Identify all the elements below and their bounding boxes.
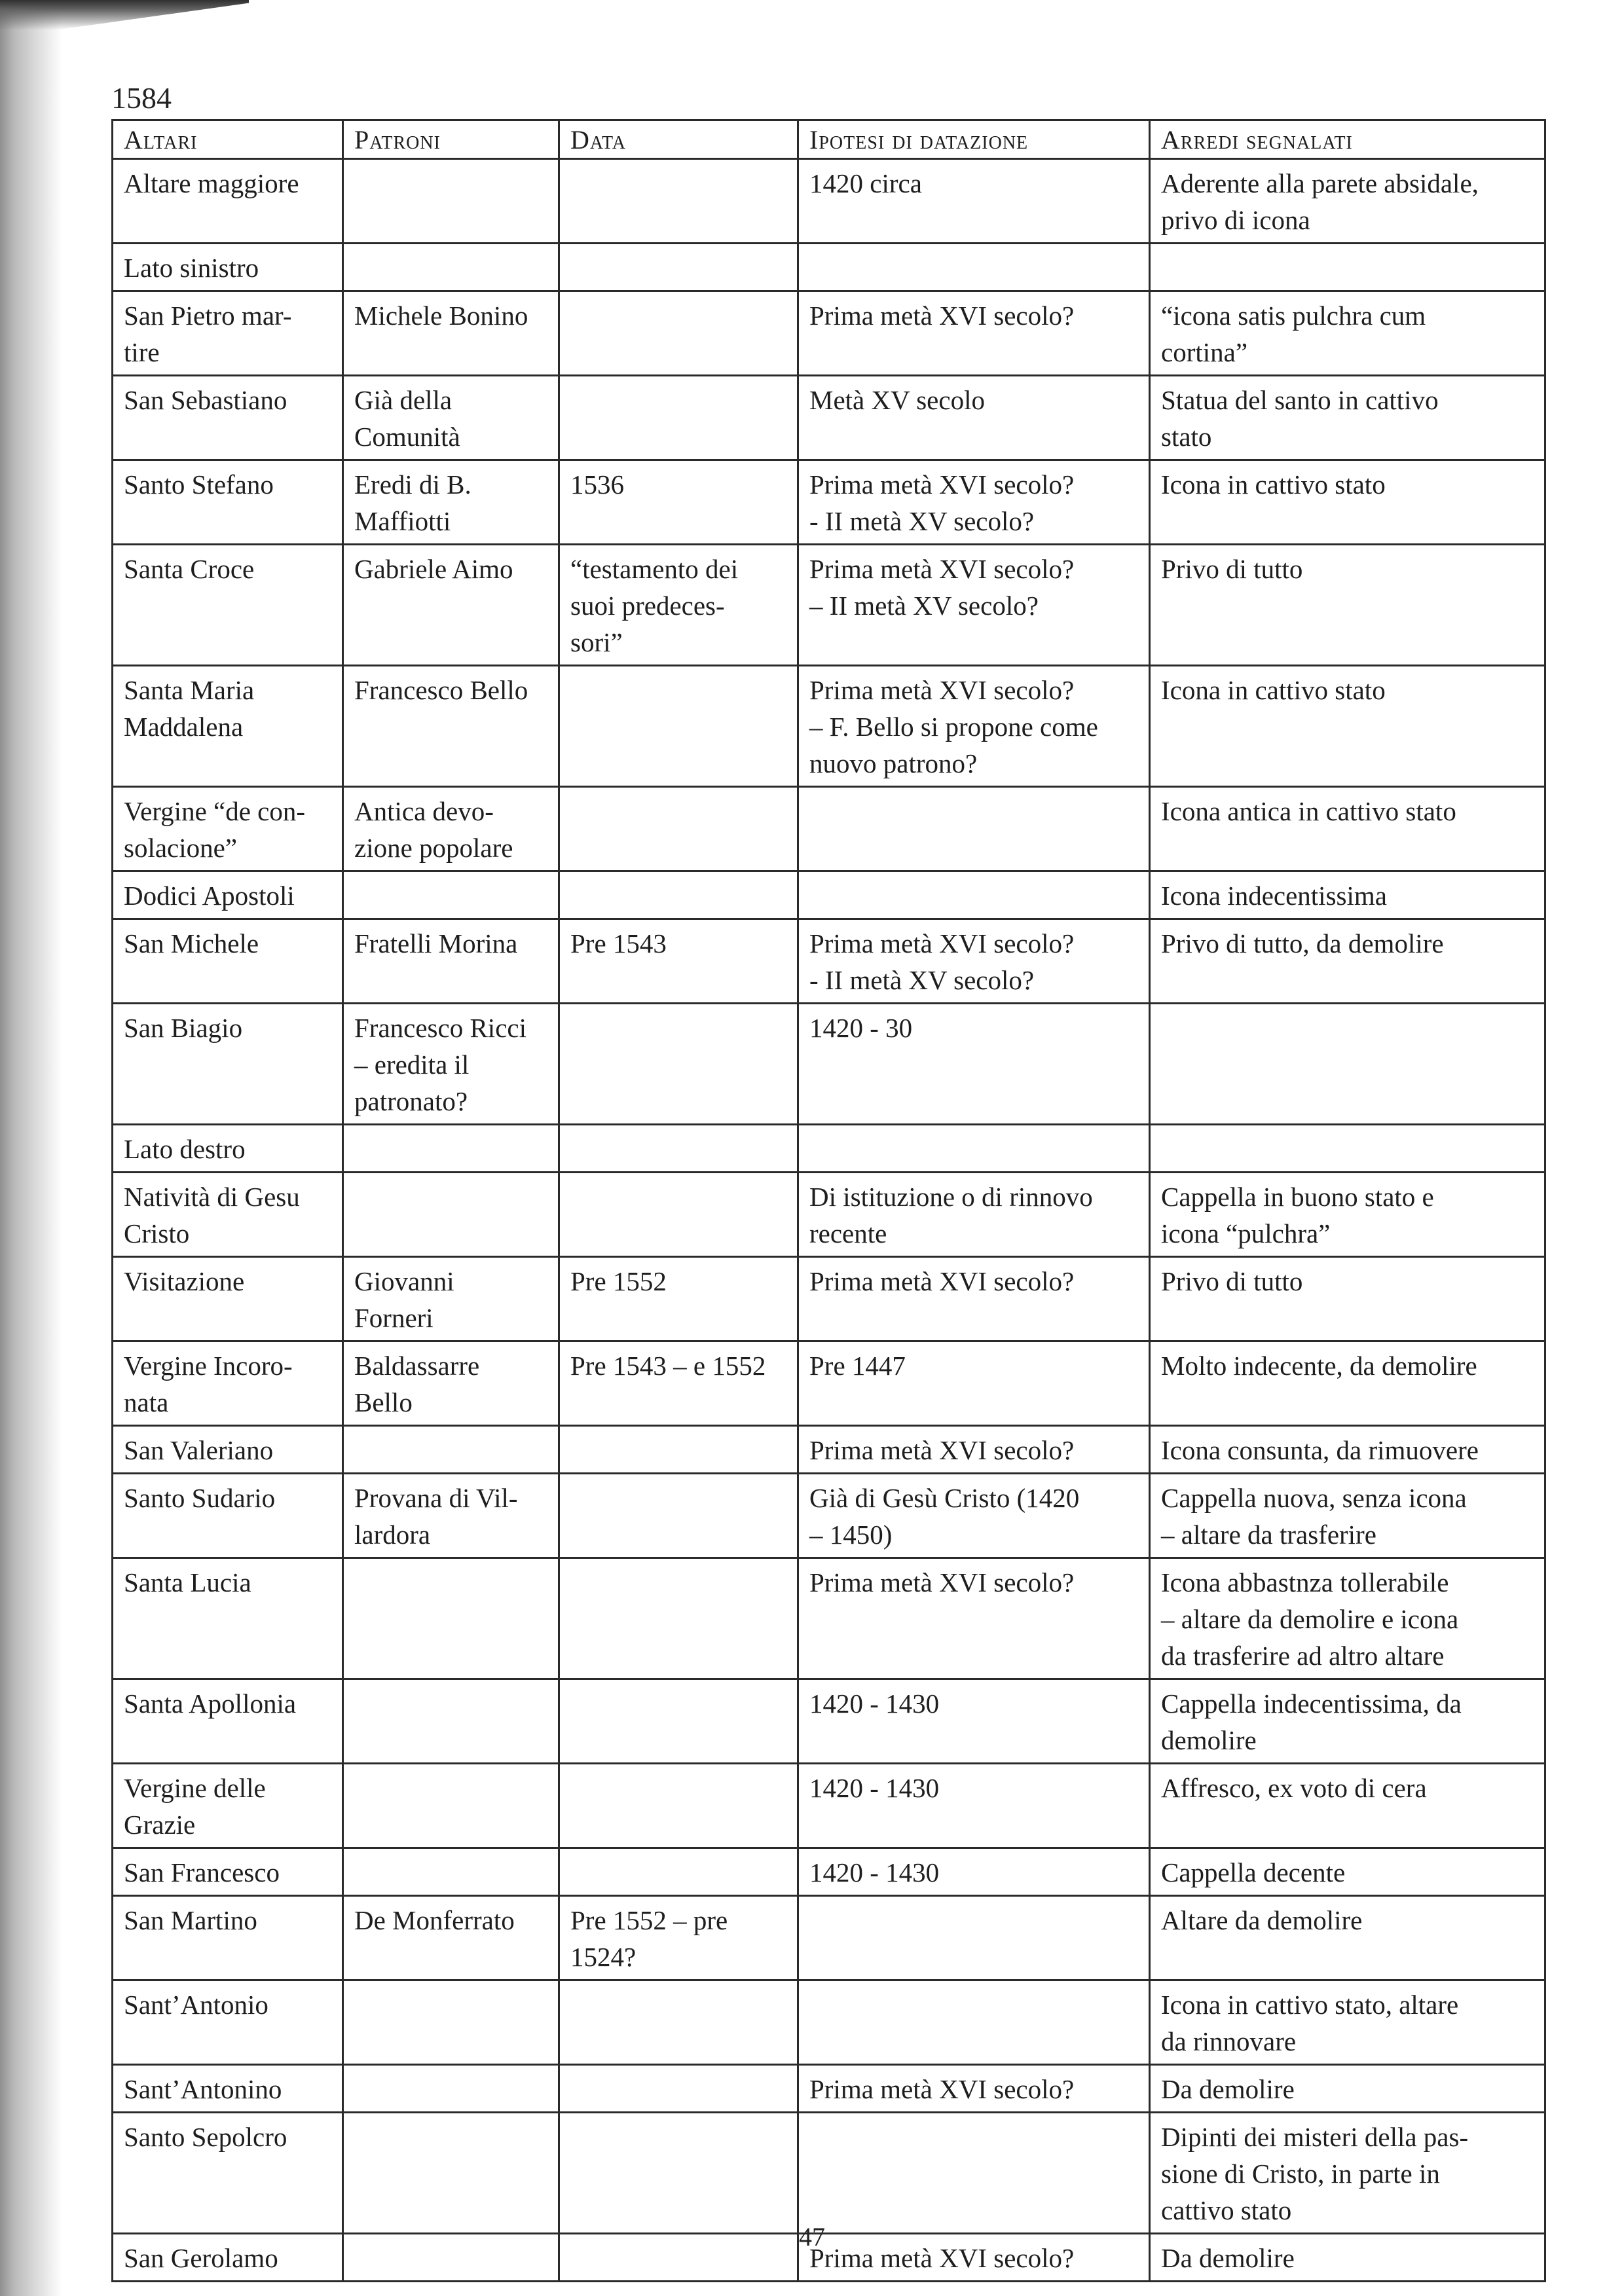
table-row xyxy=(113,159,1545,244)
patroni-cell xyxy=(343,871,559,919)
arredi-cell: Dipinti dei misteri della pas- sione di Cristo, in parte in cattivo stato xyxy=(1150,2113,1545,2234)
patroni-cell xyxy=(343,2065,559,2113)
arredi-cell xyxy=(1150,244,1545,291)
table-row xyxy=(113,1764,1545,1848)
table-row xyxy=(113,871,1545,919)
ipotesi-cell: Prima metà XVI secolo? xyxy=(798,2065,1150,2113)
ipotesi-cell: 1420 - 30 xyxy=(798,1004,1150,1125)
page-number: 47 xyxy=(799,2222,825,2251)
arredi-cell: Icona indecentissima xyxy=(1150,871,1545,919)
arredi-cell: Icona antica in cattivo stato xyxy=(1150,787,1545,871)
ipotesi-cell: Già di Gesù Cristo (1420 – 1450) xyxy=(798,1474,1150,1558)
ipotesi-cell: Prima metà XVI secolo? xyxy=(798,2234,1150,2282)
arredi-cell xyxy=(1150,1125,1545,1173)
table-row xyxy=(113,787,1545,871)
header-arredi-segnalati: Arredi segnalati xyxy=(1150,120,1545,159)
table-row xyxy=(113,1474,1545,1558)
table-row xyxy=(113,376,1545,460)
altare-cell: Santa Croce xyxy=(113,545,343,666)
page-corner-shadow xyxy=(0,0,249,30)
arredi-cell: Da demolire xyxy=(1150,2065,1545,2113)
patroni-cell: Eredi di B. Maffiotti xyxy=(343,460,559,545)
altare-cell: Natività di Gesu Cristo xyxy=(113,1173,343,1257)
arredi-cell: Privo di tutto, da demolire xyxy=(1150,919,1545,1004)
patroni-cell: Fratelli Morina xyxy=(343,919,559,1004)
arredi-cell: Aderente alla parete absidale, privo di icona xyxy=(1150,159,1545,244)
table-header-row xyxy=(113,120,1545,159)
patroni-cell xyxy=(343,1764,559,1848)
altare-cell: Sant’Antonino xyxy=(113,2065,343,2113)
arredi-cell: Icona consunta, da rimuovere xyxy=(1150,1426,1545,1474)
arredi-cell xyxy=(1150,1004,1545,1125)
ipotesi-cell xyxy=(798,244,1150,291)
data-cell xyxy=(559,787,798,871)
data-cell: Pre 1543 xyxy=(559,919,798,1004)
altare-cell: San Valeriano xyxy=(113,1426,343,1474)
altare-cell: Santo Sudario xyxy=(113,1474,343,1558)
data-cell xyxy=(559,666,798,787)
table-row xyxy=(113,1848,1545,1896)
altare-cell: San Biagio xyxy=(113,1004,343,1125)
ipotesi-cell: Prima metà XVI secolo? xyxy=(798,1558,1150,1679)
altare-cell: San Martino xyxy=(113,1896,343,1980)
ipotesi-cell: Prima metà XVI secolo? xyxy=(798,1426,1150,1474)
patroni-cell: Francesco Ricci – eredita il patronato? xyxy=(343,1004,559,1125)
arredi-cell: Privo di tutto xyxy=(1150,1257,1545,1341)
altare-cell: Santa Lucia xyxy=(113,1558,343,1679)
data-cell xyxy=(559,1004,798,1125)
altare-cell: Visitazione xyxy=(113,1257,343,1341)
altare-cell: Santo Stefano xyxy=(113,460,343,545)
table-row xyxy=(113,1679,1545,1764)
table-row xyxy=(113,1341,1545,1426)
patroni-cell: Gabriele Aimo xyxy=(343,545,559,666)
altare-cell: Lato destro xyxy=(113,1125,343,1173)
table-row xyxy=(113,1558,1545,1679)
patroni-cell xyxy=(343,1426,559,1474)
arredi-cell: Altare da demolire xyxy=(1150,1896,1545,1980)
patroni-cell: Francesco Bello xyxy=(343,666,559,787)
data-cell: Pre 1552 – pre 1524? xyxy=(559,1896,798,1980)
arredi-cell: “icona satis pulchra cum cortina” xyxy=(1150,291,1545,376)
header-patroni: Patroni xyxy=(343,120,559,159)
data-cell xyxy=(559,1679,798,1764)
patroni-cell: Antica devo- zione popolare xyxy=(343,787,559,871)
data-cell xyxy=(559,376,798,460)
patroni-cell: Già della Comunità xyxy=(343,376,559,460)
data-cell xyxy=(559,1764,798,1848)
arredi-cell: Cappella decente xyxy=(1150,1848,1545,1896)
altare-cell: Vergine delle Grazie xyxy=(113,1764,343,1848)
data-cell xyxy=(559,159,798,244)
arredi-cell: Da demolire xyxy=(1150,2234,1545,2282)
ipotesi-cell: 1420 circa xyxy=(798,159,1150,244)
altare-cell: Vergine “de con- solacione” xyxy=(113,787,343,871)
patroni-cell xyxy=(343,1173,559,1257)
table-row xyxy=(113,460,1545,545)
data-cell: 1536 xyxy=(559,460,798,545)
patroni-cell: Giovanni Forneri xyxy=(343,1257,559,1341)
ipotesi-cell: 1420 - 1430 xyxy=(798,1848,1150,1896)
data-cell: Pre 1543 – e 1552 xyxy=(559,1341,798,1426)
arredi-cell: Icona in cattivo stato xyxy=(1150,460,1545,545)
altare-cell: San Michele xyxy=(113,919,343,1004)
patroni-cell xyxy=(343,244,559,291)
ipotesi-cell: Prima metà XVI secolo? - II metà XV secolo? xyxy=(798,460,1150,545)
header-altari: Altari xyxy=(113,120,343,159)
ipotesi-cell xyxy=(798,787,1150,871)
altare-cell: San Gerolamo xyxy=(113,2234,343,2282)
ipotesi-cell: 1420 - 1430 xyxy=(798,1679,1150,1764)
arredi-cell: Icona in cattivo stato, altare da rinnovare xyxy=(1150,1980,1545,2065)
table-body xyxy=(113,159,1545,2282)
data-cell xyxy=(559,1125,798,1173)
table-row xyxy=(113,1125,1545,1173)
table-row xyxy=(113,244,1545,291)
arredi-cell: Icona in cattivo stato xyxy=(1150,666,1545,787)
table-row xyxy=(113,1173,1545,1257)
arredi-cell: Molto indecente, da demolire xyxy=(1150,1341,1545,1426)
table-row xyxy=(113,1896,1545,1980)
table-row xyxy=(113,291,1545,376)
altare-cell: Sant’Antonio xyxy=(113,1980,343,2065)
patroni-cell xyxy=(343,1980,559,2065)
data-cell xyxy=(559,1980,798,2065)
patroni-cell: Baldassarre Bello xyxy=(343,1341,559,1426)
ipotesi-cell: Prima metà XVI secolo? – F. Bello si propone come nuovo patrono? xyxy=(798,666,1150,787)
ipotesi-cell: Prima metà XVI secolo? - II metà XV secolo? xyxy=(798,919,1150,1004)
page-year-heading: 1584 xyxy=(111,81,172,115)
data-cell xyxy=(559,1173,798,1257)
arredi-cell: Cappella indecentissima, da demolire xyxy=(1150,1679,1545,1764)
table-row xyxy=(113,2113,1545,2234)
data-cell xyxy=(559,244,798,291)
altare-cell: Santa Apollonia xyxy=(113,1679,343,1764)
patroni-cell: De Monferrato xyxy=(343,1896,559,1980)
arredi-cell: Cappella in buono stato e icona “pulchra” xyxy=(1150,1173,1545,1257)
binding-gutter-shadow xyxy=(0,0,62,2296)
patroni-cell: Michele Bonino xyxy=(343,291,559,376)
data-cell xyxy=(559,291,798,376)
table-row xyxy=(113,545,1545,666)
arredi-cell: Statua del santo in cattivo stato xyxy=(1150,376,1545,460)
altare-cell: Lato sinistro xyxy=(113,244,343,291)
ipotesi-cell xyxy=(798,1980,1150,2065)
data-cell: “testamento dei suoi predeces- sori” xyxy=(559,545,798,666)
ipotesi-cell: Di istituzione o di rinnovo recente xyxy=(798,1173,1150,1257)
patroni-cell xyxy=(343,1679,559,1764)
ipotesi-cell: 1420 - 1430 xyxy=(798,1764,1150,1848)
data-cell xyxy=(559,2065,798,2113)
data-cell: Pre 1552 xyxy=(559,1257,798,1341)
altare-cell: San Francesco xyxy=(113,1848,343,1896)
ipotesi-cell xyxy=(798,1896,1150,1980)
altare-cell: Vergine Incoro- nata xyxy=(113,1341,343,1426)
data-cell xyxy=(559,2113,798,2234)
table-row xyxy=(113,2065,1545,2113)
arredi-cell: Affresco, ex voto di cera xyxy=(1150,1764,1545,1848)
arredi-cell: Cappella nuova, senza icona – altare da trasferire xyxy=(1150,1474,1545,1558)
header-data: Data xyxy=(559,120,798,159)
patroni-cell xyxy=(343,1125,559,1173)
table-row xyxy=(113,666,1545,787)
altare-cell: Santa Maria Maddalena xyxy=(113,666,343,787)
altars-table xyxy=(111,119,1546,2282)
ipotesi-cell: Prima metà XVI secolo? xyxy=(798,291,1150,376)
table-row xyxy=(113,919,1545,1004)
patroni-cell xyxy=(343,2113,559,2234)
table-row xyxy=(113,1980,1545,2065)
table-row xyxy=(113,1426,1545,1474)
patroni-cell: Provana di Vil- lardora xyxy=(343,1474,559,1558)
ipotesi-cell: Prima metà XVI secolo? xyxy=(798,1257,1150,1341)
altare-cell: Santo Sepolcro xyxy=(113,2113,343,2234)
altare-cell: Altare maggiore xyxy=(113,159,343,244)
data-cell xyxy=(559,1426,798,1474)
ipotesi-cell: Prima metà XVI secolo? – II metà XV secolo? xyxy=(798,545,1150,666)
ipotesi-cell xyxy=(798,1125,1150,1173)
arredi-cell: Privo di tutto xyxy=(1150,545,1545,666)
altare-cell: San Pietro mar- tire xyxy=(113,291,343,376)
arredi-cell: Icona abbastnza tollerabile – altare da demolire e icona da trasferire ad altro altare xyxy=(1150,1558,1545,1679)
data-cell xyxy=(559,1474,798,1558)
data-cell xyxy=(559,1558,798,1679)
patroni-cell xyxy=(343,1558,559,1679)
ipotesi-cell xyxy=(798,871,1150,919)
table-row xyxy=(113,1004,1545,1125)
patroni-cell xyxy=(343,1848,559,1896)
data-cell xyxy=(559,871,798,919)
header-ipotesi-di-datazione: Ipotesi di datazione xyxy=(798,120,1150,159)
patroni-cell xyxy=(343,159,559,244)
data-cell xyxy=(559,1848,798,1896)
table-row xyxy=(113,1257,1545,1341)
ipotesi-cell: Metà XV secolo xyxy=(798,376,1150,460)
altare-cell: Dodici Apostoli xyxy=(113,871,343,919)
ipotesi-cell: Pre 1447 xyxy=(798,1341,1150,1426)
altare-cell: San Sebastiano xyxy=(113,376,343,460)
ipotesi-cell xyxy=(798,2113,1150,2234)
